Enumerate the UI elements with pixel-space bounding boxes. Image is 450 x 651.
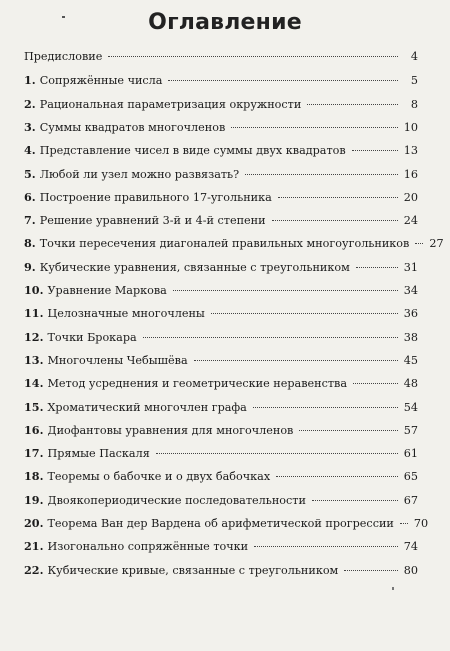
toc-entry-number: 20. [24, 516, 44, 530]
toc-entry[interactable] [24, 514, 429, 532]
toc-entry-title: Двоякопериодические последовательности [47, 493, 306, 507]
toc-entry-title: Любой ли узел можно развязать? [39, 167, 240, 181]
toc-entry-page-number: 61 [403, 447, 418, 461]
dot-leader [356, 267, 398, 268]
toc-entry-number: 17. [24, 446, 44, 461]
toc-entry-title: Суммы квадратов многочленов [39, 120, 226, 134]
toc-entry-page-number: 80 [403, 563, 418, 577]
toc-entry-number: 15. [24, 399, 44, 414]
toc-entry-number: 7. [24, 213, 36, 228]
dot-leader [173, 290, 398, 291]
toc-entry-title: Диофантовы уравнения для многочленов [47, 423, 294, 437]
toc-entry-title: Целозначные многочлены [47, 307, 205, 321]
toc-entry[interactable] [24, 95, 418, 113]
toc-entry[interactable] [24, 398, 418, 416]
toc-entry-title: Кубические кривые, связанные с треугольником [47, 563, 339, 577]
toc-entry[interactable] [24, 374, 418, 392]
toc-entry-title: Точки пересечения диагоналей правильных многоугольников [39, 237, 410, 251]
toc-entry-page-number: 48 [403, 377, 418, 391]
toc-entry-title: Рациональная параметризация окружности [39, 97, 302, 111]
toc-entry-page-number: 70 [413, 517, 429, 530]
toc-entry-page-number: 65 [403, 470, 418, 484]
dot-leader [299, 430, 397, 431]
toc-entry[interactable] [24, 281, 418, 299]
toc-entry-number: 9. [24, 259, 36, 274]
toc-entry-page-number: 16 [403, 167, 418, 181]
toc-entry-title: Предисловие [24, 50, 103, 63]
toc-entry-title: Точки Брокара [47, 330, 137, 344]
toc-entry[interactable] [24, 188, 418, 206]
page-title: Оглавление [148, 10, 302, 35]
toc-entry-number: 4. [24, 143, 36, 158]
toc-entry-page-number: 45 [403, 353, 418, 367]
toc-entry[interactable] [24, 351, 418, 369]
dot-leader [272, 220, 398, 221]
toc-entry[interactable] [24, 561, 418, 579]
toc-entry-number: 21. [24, 539, 44, 554]
toc-entry-page-number: 4 [410, 50, 418, 63]
toc-entry-title: Многочлены Чебышёва [47, 353, 188, 367]
toc-entry-title: Метод усреднения и геометрические неравенства [47, 377, 348, 391]
dot-leader [168, 80, 398, 81]
toc-entry-title: Хроматический многочлен графа [47, 400, 247, 414]
toc-entry[interactable] [24, 537, 418, 555]
toc-entry-title: Сопряжённые числа [39, 74, 163, 88]
toc-entry-page-number: 10 [403, 120, 418, 134]
dot-leader [156, 453, 398, 454]
dot-leader [353, 383, 398, 384]
toc-entry-page-number: 36 [403, 307, 418, 321]
toc-entry[interactable] [24, 491, 418, 509]
dot-leader [307, 104, 398, 105]
toc-entry-number: 11. [24, 306, 44, 321]
dot-leader [254, 546, 398, 547]
toc-entry-title: Теоремы о бабочке и о двух бабочках [47, 470, 271, 484]
toc-entry-number: 16. [24, 422, 44, 437]
toc-entry[interactable] [24, 467, 418, 485]
toc-entry-page-number: 38 [403, 330, 418, 344]
toc-entry[interactable] [24, 71, 418, 89]
toc-entry-page-number: 8 [410, 97, 418, 111]
toc-entry-number: 10. [24, 283, 44, 297]
toc-entry-number: 3. [24, 119, 36, 134]
toc-entry-number: 8. [24, 236, 36, 251]
toc-entry-title: Изогонально сопряжённые точки [47, 540, 249, 554]
dot-leader [231, 127, 397, 128]
dot-leader [143, 337, 398, 338]
toc-entry[interactable] [24, 328, 418, 346]
toc-entry-number: 13. [24, 352, 44, 367]
toc-entry-page-number: 5 [410, 74, 418, 88]
dot-leader [344, 570, 397, 571]
toc-entry-page-number: 24 [403, 214, 418, 228]
dot-leader [415, 243, 423, 244]
toc-entry-title: Представление чисел в виде суммы двух квадратов [39, 144, 346, 158]
toc-entry-page-number: 31 [403, 260, 418, 274]
toc-entry-page-number: 74 [403, 540, 418, 554]
dot-leader [276, 476, 398, 477]
toc-entry-number: 6. [24, 189, 36, 204]
toc-entry-number: 22. [24, 562, 44, 577]
toc-entry[interactable] [24, 211, 418, 229]
toc-entry[interactable] [24, 118, 418, 136]
dot-leader [278, 197, 398, 198]
dot-leader [108, 56, 398, 57]
toc-entry[interactable] [24, 141, 418, 159]
toc-entry-number: 19. [24, 492, 44, 507]
toc-entry-page-number: 57 [403, 423, 418, 437]
dot-leader [312, 500, 398, 501]
toc-entry[interactable] [24, 421, 418, 439]
toc-entry-page-number: 54 [403, 400, 418, 414]
toc-entry-page-number: 67 [403, 493, 418, 507]
dot-leader [400, 523, 408, 524]
toc-entry[interactable] [24, 234, 444, 252]
toc-entry-title: Кубические уравнения, связанные с треугольником [39, 260, 350, 274]
print-speck [392, 587, 394, 590]
toc-entry[interactable] [24, 304, 418, 322]
dot-leader [194, 360, 398, 361]
dot-leader [352, 150, 398, 151]
toc-entry-page-number: 27 [429, 237, 444, 251]
dot-leader [253, 407, 398, 408]
toc-entry-title: Построение правильного 17-угольника [39, 190, 272, 204]
toc-entry-number: 5. [24, 166, 36, 181]
toc-entry-page-number: 20 [403, 190, 418, 204]
toc-entry-number: 12. [24, 329, 44, 344]
toc-entry[interactable] [24, 48, 418, 66]
toc-entry-title: Уравнение Маркова [47, 284, 167, 297]
toc-entry[interactable] [24, 165, 418, 183]
dot-leader [211, 313, 398, 314]
toc-entry-page-number: 13 [403, 144, 418, 158]
toc-entry-number: 1. [24, 73, 36, 88]
toc-entry-title: Теорема Ван дер Вардена об арифметической прогрессии [47, 517, 394, 530]
dot-leader [245, 174, 398, 175]
toc-entry[interactable] [24, 444, 418, 462]
toc-entry-number: 2. [24, 96, 36, 111]
toc-entry-number: 14. [24, 376, 44, 391]
toc-entry-title: Прямые Паскаля [47, 447, 150, 461]
toc-entry-number: 18. [24, 469, 44, 484]
toc-entry-page-number: 34 [403, 284, 418, 297]
toc-entry-title: Решение уравнений 3-й и 4-й степени [39, 214, 266, 228]
toc-entry[interactable] [24, 258, 418, 276]
